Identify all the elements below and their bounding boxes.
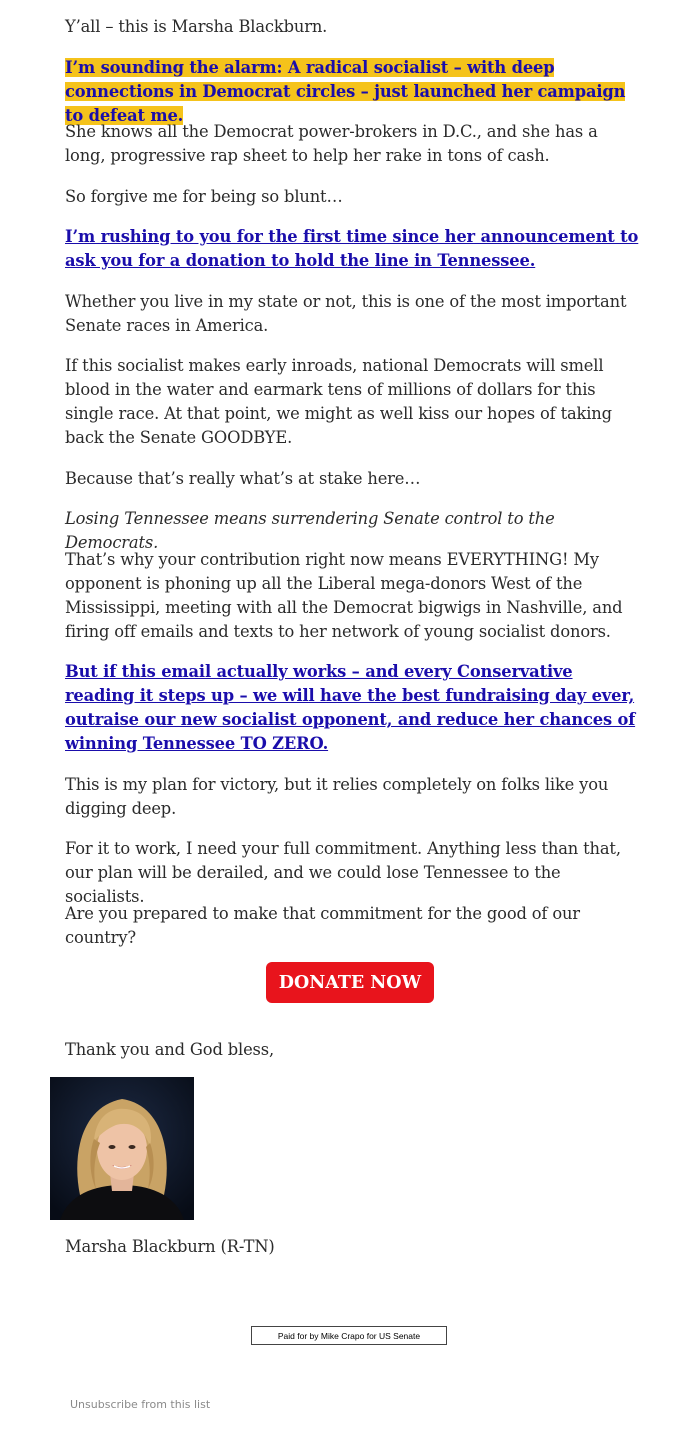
link-paragraph-1 <box>65 225 640 273</box>
signoff: Thank you and God bless, <box>65 1040 274 1059</box>
greeting: Y’all – this is Marsha Blackburn. <box>65 17 328 36</box>
link-paragraph-2 <box>65 660 640 756</box>
paragraph-10: Are you prepared to make that commitment for the good of our country? <box>65 904 580 947</box>
senator-photo <box>50 1077 194 1220</box>
donation-link-2[interactable]: But if this email actually works – and every Conservative reading it steps up – we will have the best fundraising day ever, outraise our new socialist opponent, and reduce her chances of winning Tennessee TO ZERO. <box>65 662 636 753</box>
paragraph-8: This is my plan for victory, but it relies completely on folks like you digging deep. <box>65 775 609 818</box>
paragraph-2: So forgive me for being so blunt… <box>65 187 343 206</box>
signature: Marsha Blackburn (R-TN) <box>65 1237 275 1256</box>
unsubscribe-link[interactable]: Unsubscribe from this list <box>70 1398 211 1411</box>
paragraph-3: Whether you live in my state or not, this is one of the most important Senate races in America. <box>65 292 627 335</box>
donate-now-button[interactable]: DONATE NOW <box>266 962 434 1003</box>
highlight-paragraph <box>65 56 640 128</box>
paragraph-7: That’s why your contribution right now means EVERYTHING! My opponent is phoning up all the Liberal mega-donors West of the Mississippi, meeting with all the Democrat bigwigs in Nashville, and firing off emails and texts to her network of young socialist donors. <box>65 550 623 641</box>
paragraph-1: She knows all the Democrat power-brokers in D.C., and she has a long, progressive rap sheet to help her rake in tons of cash. <box>65 122 598 165</box>
highlighted-text: I’m sounding the alarm: A radical socialist – with deep connections in Democrat circles – just launched her campaign to defeat me. <box>65 58 626 125</box>
paragraph-6: Losing Tennessee means surrendering Senate control to the Democrats. <box>65 509 555 552</box>
donation-link-1[interactable]: I’m rushing to you for the first time since her announcement to ask you for a donation to hold the line in Tennessee. <box>65 227 639 270</box>
paragraph-4: If this socialist makes early inroads, national Democrats will smell blood in the water and earmark tens of millions of dollars for this single race. At that point, we might as well kiss our hopes of taking back the Senate GOODBYE. <box>65 356 612 447</box>
paragraph-5: Because that’s really what’s at stake here… <box>65 469 421 488</box>
paragraph-9: For it to work, I need your full commitment. Anything less than that, our plan will be derailed, and we could lose Tennessee to the socialists. <box>65 839 621 906</box>
portrait-image <box>50 1077 194 1220</box>
paid-for-disclaimer: Paid for by Mike Crapo for US Senate <box>251 1326 447 1345</box>
